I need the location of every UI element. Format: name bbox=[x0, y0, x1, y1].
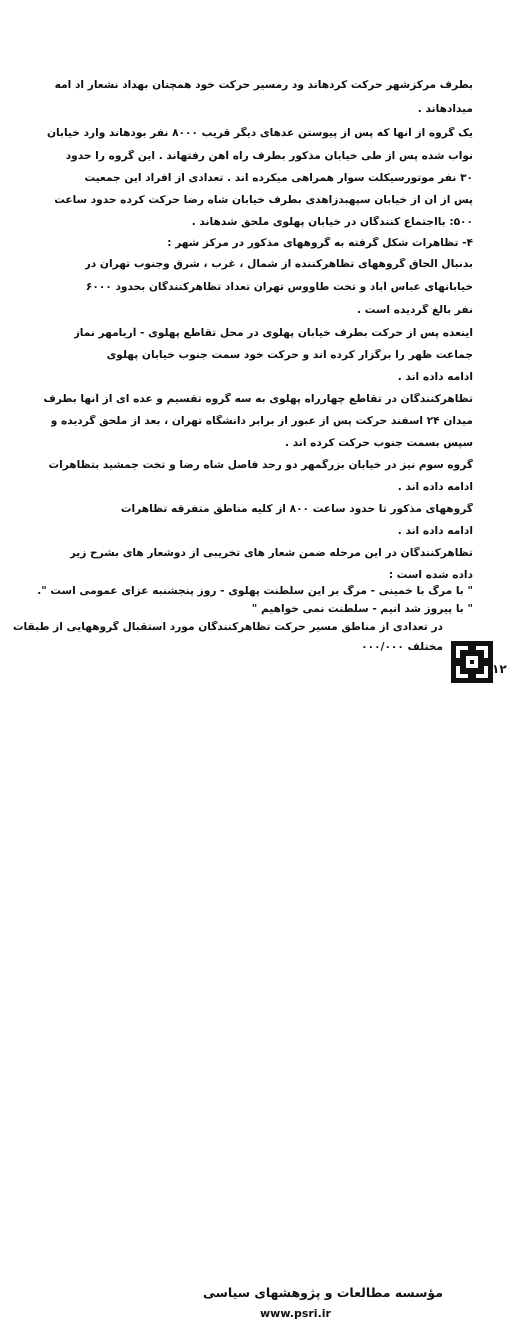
text-line: ۵۰۰: بااجتماع کنندگان در خیابان پهلوی ملحق شدهاند . bbox=[191, 216, 473, 228]
text-line: اینعده پس از حرکت بطرف خیابان پهلوی در محل تقاطع پهلوی - آریامهر نماز bbox=[73, 327, 473, 339]
text-line: گروه سوم نیز در خیابان بزرگمهر دو رحد فاصل شاه رضا و تخت جمشید بتظاهرات bbox=[48, 459, 473, 471]
section-heading: ۴- تظاهرات شکل گرفته به گروههای مذکور در مرکز شهر : bbox=[167, 237, 473, 249]
text-line: تظاهرکنندگان در تقاطع چهارراه پهلوی به سه گروه تقسیم و عده ای از آنها بطرف bbox=[43, 393, 473, 405]
text-line: ادامه داده اند . bbox=[397, 525, 473, 537]
text-line: یک گروه از آنها که پس از پیوستن عدهای دیگر قریب ۸۰۰۰ نفر بودهاند وارد خیابان bbox=[46, 127, 473, 139]
text-line: ادامه داده اند . bbox=[397, 481, 473, 493]
text-line: بطرف مرکزشهر حرکت کردهاند ود رمسیر حرکت خود همچنان بهداد نشعار اد امه bbox=[54, 79, 473, 91]
quote-line: " با پیروز شد آنیم - سلطنت نمی خواهیم " bbox=[251, 603, 473, 615]
text-line: میدادهاند . bbox=[417, 103, 473, 115]
text-line: تظاهرکنندگان در این مرحله ضمن شعار های تخریبی از دوشعار های بشرح زیر bbox=[69, 547, 473, 559]
text-line: نفر بالغ گردیده است . bbox=[357, 304, 473, 316]
page-number: ۱۲ bbox=[492, 662, 507, 676]
text-line: سپس بسمت جنوب حرکت کرده اند . bbox=[285, 437, 473, 449]
text-line: میدان ۲۴ اسفند حرکت پس از عبور از برابر دانشگاه تهران ، بعد از ملحق گردیده و bbox=[50, 415, 473, 427]
psri-logo-icon bbox=[451, 641, 493, 683]
quote-line: " با مرگ با خمینی - مرگ بر این سلطنت پهلوی - روز پنجشنبه عزای عمومی است ". bbox=[37, 585, 473, 597]
text-line: جماعت ظهر را برگزار کرده اند و حرکت خود سمت جنوب خیابان پهلوی bbox=[106, 349, 473, 361]
text-line: نواب شده پس از طی خیابان مذکور بطرف راه آهن رفتهاند . این گروه را حدود bbox=[65, 150, 473, 162]
website-url[interactable]: www.psri.ir bbox=[260, 1307, 331, 1320]
institution-name: مؤسسه مطالعات و پژوهشهای سیاسی bbox=[202, 1285, 443, 1300]
text-line: مختلف ۰۰۰/۰۰۰ bbox=[361, 641, 443, 653]
text-line: خیابانهای عباس آباد و تخت طاووس تهران تعداد تظاهرکنندگان بحدود ۶۰۰۰ bbox=[85, 281, 473, 293]
text-line: در تعدادی از مناطق مسیر حرکت تظاهرکنندگان مورد استقبال گروههایی از طبقات bbox=[12, 621, 443, 633]
text-line: داده شده است : bbox=[388, 569, 473, 581]
text-line: ۳۰ نفر موتورسیکلت سوار همراهی میکرده اند . تعدادی از افراد این جمعیت bbox=[84, 172, 473, 184]
text-line: گروههای مذکور تا حدود ساعت ۸۰۰ از کلیه مناطق متفرقه تظاهرات bbox=[120, 503, 473, 515]
footer bbox=[0, 637, 509, 1320]
text-line: پس از آن از خیابان سپهبدزاهدی بطرف خیابان شاه رضا حرکت کرده حدود ساعت bbox=[54, 194, 473, 206]
text-line: بدنبال الحاق گروههای تظاهرکننده از شمال ، غرب ، شرق وجنوب تهران در bbox=[84, 258, 473, 270]
text-line: ادامه داده اند . bbox=[397, 371, 473, 383]
